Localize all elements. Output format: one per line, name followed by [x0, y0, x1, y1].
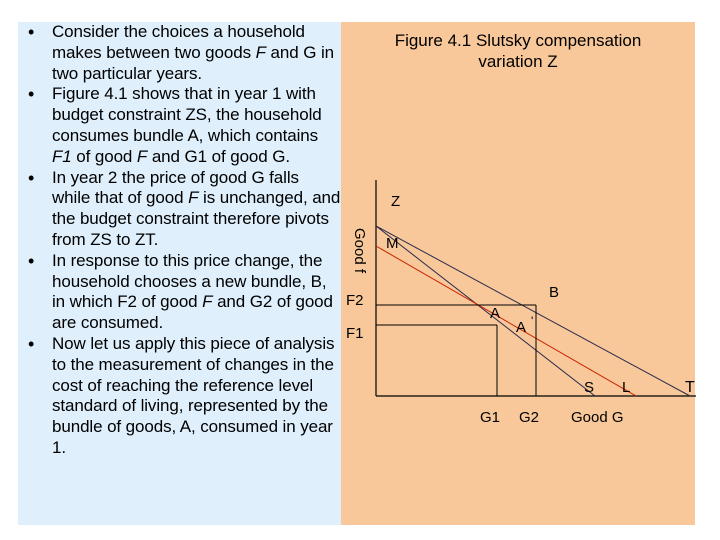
label-G2: G2	[519, 409, 540, 426]
label-Z: Z	[391, 193, 401, 210]
label-M: M	[386, 235, 399, 252]
bullet-text: Figure 4.1 shows that in year 1 with budget constraint ZS, the household consumes bundle A, which contains F1 of good F and G1 of good G.	[52, 84, 322, 166]
bullet-symbol: •	[28, 250, 35, 271]
label-A: A	[490, 305, 501, 322]
bullet-symbol: •	[28, 167, 35, 188]
bullet-text: In response to this price change, the household chooses a new bundle, B, in which F2 of good F and G2 of good are consumed.	[52, 250, 333, 333]
compensated-line-ML	[376, 246, 636, 396]
x-axis-label: Good G	[571, 409, 624, 426]
bullet-text: Consider the choices a household makes between two goods F and G in two particular years.	[52, 22, 334, 83]
label-B: B	[549, 284, 560, 301]
label-S: S	[584, 379, 595, 396]
bullet-text: In year 2 the price of good G falls while that of good F is unchanged, and the budget constraint therefore pivots from ZS to ZT.	[52, 167, 341, 249]
label-L: L	[622, 379, 631, 396]
budget-line-ZT	[376, 226, 690, 396]
label-G1: G1	[480, 409, 501, 426]
label-F2: F2	[346, 292, 364, 309]
bullet-symbol: •	[28, 84, 35, 105]
y-axis-label: Good f	[351, 228, 368, 274]
label-T: T	[685, 379, 695, 396]
bullet-text: Now let us apply this piece of analysis to the measurement of changes in the cost of reaching the reference level standard of living, represented by the bundle of goods, A, consumed in year 1.	[52, 333, 335, 457]
label-A-prime: A	[516, 319, 527, 336]
figure-title-line-2: variation Z	[478, 52, 558, 71]
bullet-symbol: •	[28, 333, 35, 354]
figure-title-line-1: Figure 4.1 Slutsky compensation	[394, 31, 642, 50]
label-F1: F1	[346, 325, 364, 342]
label-A-prime-mark: '	[531, 314, 534, 328]
budget-line-ZS	[376, 226, 595, 396]
bullet-symbol: •	[28, 22, 35, 42]
